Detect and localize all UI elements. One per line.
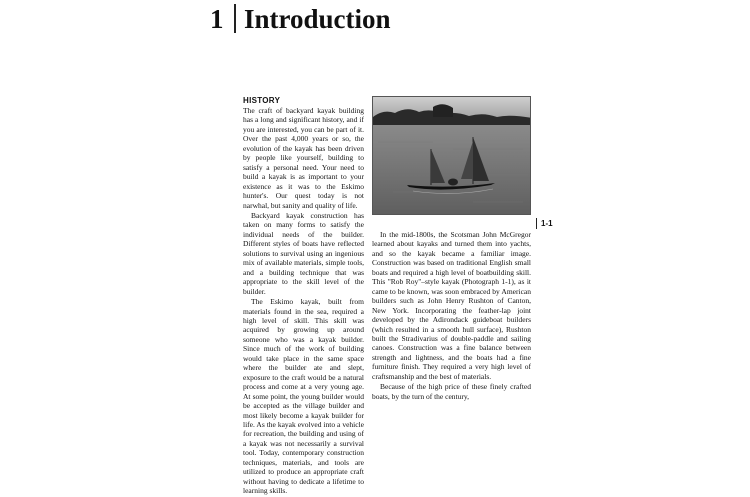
section-heading: HISTORY xyxy=(243,96,281,105)
paragraph-2: Backyard kayak construction has taken on many forms to satisfy the individual needs of the builder. Different styles of boats have reflected solutions to survival using an ingenious mix of available materials, simple tools, and a building technique that was appropriate to the skill level of the builder. xyxy=(243,210,364,296)
paragraph-5: Because of the high price of these finely crafted boats, by the turn of the century, xyxy=(372,382,531,401)
chapter-divider xyxy=(234,4,236,33)
paragraph-3: The Eskimo kayak, built from materials found in the sea, required a high level of skill. This skill was acquired by growing up around someone who was a kayak builder. Since much of the work of building would take place in the same space where the builder ate and slept, exposure to the craft would be a natural process and come at a very young age. At some point, the young builder would be accepted as the village builder and most likely become a kayak builder for life. As the kayak evolved into a vehicle for recreation, the building and using of a kayak was not necessarily a survival tool. Today, contemporary construction techniques, materials, and tools are utilized to produce an appropriate craft without having to dedicate a lifetime to learning skills. xyxy=(243,297,364,496)
text-column-right xyxy=(372,230,531,402)
sailing-kayak-image xyxy=(373,97,531,215)
figure-label: 1-1 xyxy=(541,219,553,228)
chapter-number: 1 xyxy=(210,4,224,34)
text-column-left xyxy=(243,106,364,497)
chapter-title: Introduction xyxy=(244,4,391,34)
paragraph-4: In the mid-1800s, the Scotsman John McGregor learned about kayaks and turned them into yachts, and so the kayak became a familiar image. Construction was based on traditional English small boats and required a high level of boatbuilding skill. This "Rob Roy"–style kayak (Photograph 1-1), as it came to be known, was soon embraced by American builders such as John Henry Rushton of Canton, New York. Incorporating the feather-lap joint developed by the Adirondack guideboat builders (which resulted in a smooth hull surface), Rushton built the Stradivarius of double-paddle and sailing canoes. Construction was a fine balance between strength and lightness, and the boats had a fine furniture finish. They required a very high level of craftsmanship and the best of materials. xyxy=(372,230,531,381)
figure-label-rule xyxy=(536,218,537,229)
paragraph-1: The craft of backyard kayak building has a long and significant history, and if you are interested, you can be part of it. Over the past 4,000 years or so, the evolution of the kayak has been driven by people like yourself, building to satisfy a personal need. Your need to build a kayak is as important to your existence as it was to the Eskimo hunter's. Our quest today is not narwhal, but sanity and quality of life. xyxy=(243,106,364,210)
kayak-photograph xyxy=(372,96,531,215)
